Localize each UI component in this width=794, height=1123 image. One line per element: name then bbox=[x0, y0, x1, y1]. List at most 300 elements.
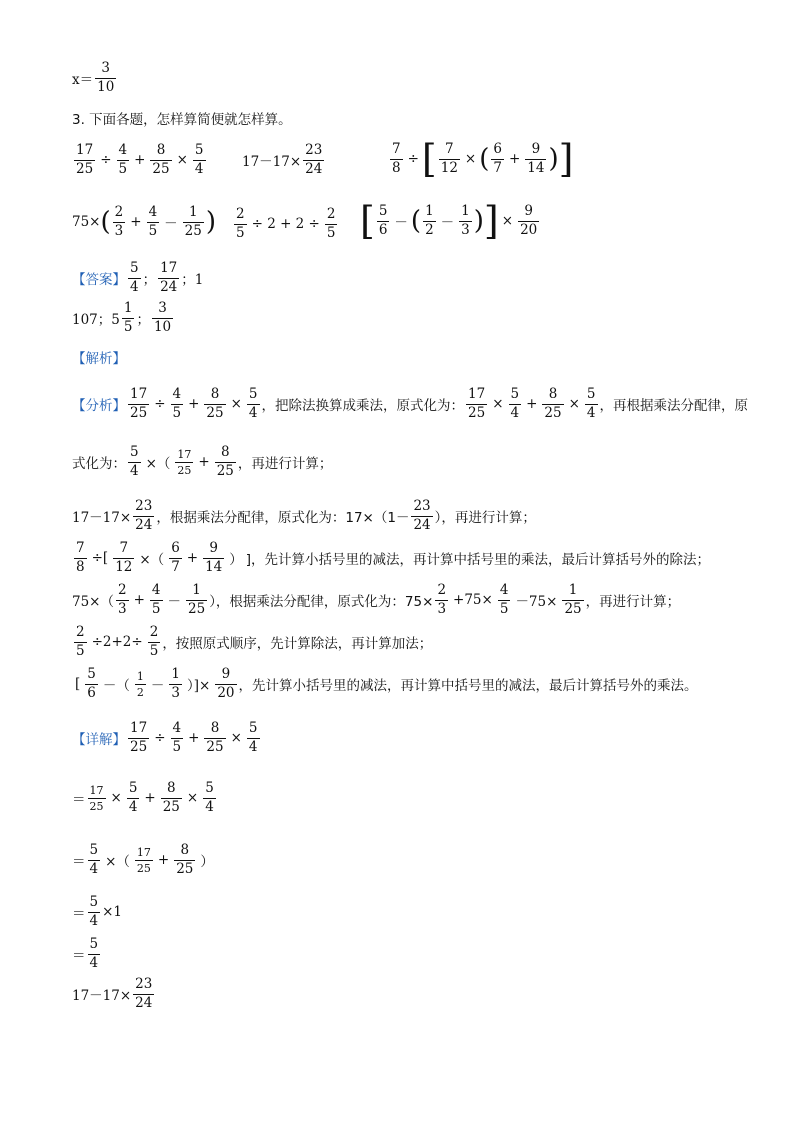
numerator: 23 bbox=[413, 498, 431, 514]
denominator: 7 bbox=[493, 159, 502, 176]
right-paren: ) bbox=[548, 144, 559, 174]
denominator: 4 bbox=[586, 404, 596, 421]
numerator: 5 bbox=[89, 894, 99, 910]
operator: ÷ bbox=[100, 152, 112, 168]
right-paren: ) bbox=[473, 206, 484, 236]
denominator: 25 bbox=[206, 738, 224, 755]
denominator: 3 bbox=[118, 600, 127, 617]
numerator: 17 bbox=[160, 260, 178, 276]
question-text: 3. 下面各题，怎样算简便就怎样算。 bbox=[72, 112, 292, 128]
denominator: 6 bbox=[87, 684, 96, 701]
fraction bbox=[128, 446, 141, 478]
operator: ）]× bbox=[186, 678, 211, 694]
denominator: 4 bbox=[248, 404, 258, 421]
fraction bbox=[88, 938, 101, 970]
denominator: 4 bbox=[89, 860, 99, 877]
fraction bbox=[203, 782, 216, 814]
numerator: 1 bbox=[123, 300, 133, 316]
problem-4 bbox=[72, 206, 216, 238]
fraction bbox=[169, 542, 182, 574]
fraction bbox=[204, 388, 225, 420]
equals: ＝ bbox=[72, 792, 86, 808]
numerator: 5 bbox=[194, 142, 204, 158]
denominator: 24 bbox=[135, 994, 153, 1011]
denominator: 20 bbox=[520, 221, 538, 238]
denominator: 5 bbox=[149, 642, 159, 659]
right-paren: ) bbox=[205, 207, 216, 237]
denominator: 4 bbox=[194, 160, 204, 177]
numerator: 6 bbox=[171, 540, 180, 556]
numerator: 8 bbox=[167, 780, 176, 796]
denominator: 4 bbox=[248, 738, 258, 755]
denominator: 5 bbox=[151, 600, 161, 617]
expression-prefix: 17－17× bbox=[242, 154, 302, 170]
answer-label: 【答案】 bbox=[72, 272, 126, 288]
detail-line-5 bbox=[72, 938, 102, 970]
numerator: 7 bbox=[76, 540, 85, 556]
fraction bbox=[491, 143, 504, 175]
question-title bbox=[72, 108, 292, 128]
fraction bbox=[509, 388, 522, 420]
denominator: 25 bbox=[136, 861, 151, 875]
separator: ；1 bbox=[181, 272, 204, 288]
problem-1 bbox=[72, 144, 208, 176]
left-paren: ( bbox=[100, 207, 111, 237]
denominator: 2 bbox=[136, 685, 144, 699]
fraction bbox=[169, 668, 182, 700]
x-lhs: x＝ bbox=[72, 72, 94, 88]
numerator: 3 bbox=[158, 300, 167, 316]
denominator: 5 bbox=[148, 222, 158, 239]
denominator: 25 bbox=[130, 738, 148, 755]
fraction bbox=[74, 144, 95, 176]
fenxi-line-5 bbox=[72, 584, 680, 616]
fraction bbox=[303, 144, 324, 176]
numerator: 4 bbox=[499, 582, 509, 598]
operator: － bbox=[167, 594, 181, 610]
expression-prefix: 17－17× bbox=[72, 988, 132, 1004]
fraction bbox=[174, 844, 195, 876]
denominator: 8 bbox=[76, 558, 85, 575]
denominator: 25 bbox=[564, 600, 582, 617]
expression-prefix: 75×（ bbox=[72, 594, 114, 610]
operator: ÷[ bbox=[91, 550, 109, 566]
numerator: 8 bbox=[210, 386, 220, 402]
numerator: 7 bbox=[119, 540, 129, 556]
problem-6 bbox=[360, 199, 541, 243]
denominator: 25 bbox=[188, 600, 206, 617]
denominator: 4 bbox=[205, 798, 214, 815]
expression-prefix: 17－17× bbox=[72, 510, 132, 526]
denominator: 3 bbox=[461, 221, 470, 238]
numerator: 9 bbox=[221, 666, 231, 682]
numerator: 5 bbox=[586, 386, 596, 402]
denominator: 25 bbox=[152, 160, 170, 177]
denominator: 6 bbox=[378, 221, 388, 238]
fraction bbox=[171, 388, 184, 420]
denominator: 5 bbox=[123, 318, 133, 335]
operator: －75× bbox=[515, 594, 558, 610]
numerator: 17 bbox=[136, 845, 151, 859]
fenxi-line-3 bbox=[72, 500, 536, 532]
denominator: 2 bbox=[425, 221, 434, 238]
fraction bbox=[466, 388, 487, 420]
answer-line-1 bbox=[72, 262, 203, 294]
fraction bbox=[74, 626, 87, 658]
left-bracket: [ bbox=[421, 137, 437, 181]
operator: ） bbox=[229, 552, 243, 568]
operator: ） bbox=[200, 854, 214, 870]
numerator: 6 bbox=[493, 141, 502, 157]
fenxi-text: ），再进行计算； bbox=[434, 510, 536, 526]
numerator: 8 bbox=[180, 842, 190, 858]
operator: × bbox=[464, 151, 477, 167]
operator: － bbox=[164, 216, 178, 232]
operator: + bbox=[526, 396, 538, 412]
operator: +75× bbox=[453, 592, 493, 608]
numerator: 2 bbox=[326, 206, 336, 222]
denominator: 14 bbox=[205, 558, 223, 575]
operator: × bbox=[501, 213, 514, 229]
fraction bbox=[147, 206, 160, 238]
denominator: 7 bbox=[171, 558, 180, 575]
numerator: 17 bbox=[468, 386, 486, 402]
problem-5 bbox=[232, 208, 339, 240]
operator: × bbox=[110, 790, 122, 806]
denominator: 4 bbox=[89, 912, 99, 929]
right-bracket: ] bbox=[558, 137, 574, 181]
detail-line-4 bbox=[72, 896, 122, 928]
operator: [ bbox=[75, 676, 81, 692]
answer-prefix: 107；5 bbox=[72, 312, 120, 328]
fenxi-text: ，再根据乘法分配律，原 bbox=[599, 398, 748, 414]
fenxi-text: ]，先计算小括号里的减法，再计算中括号里的乘法，最后计算括号外的除法； bbox=[245, 552, 711, 568]
expression-middle: ÷ 2 + 2 ÷ bbox=[251, 216, 320, 232]
denominator: 5 bbox=[76, 642, 85, 659]
detail-line-6 bbox=[72, 978, 156, 1010]
denominator: 8 bbox=[392, 159, 401, 176]
operator: ÷ bbox=[154, 396, 166, 412]
numerator: 1 bbox=[188, 204, 198, 220]
numerator: 5 bbox=[89, 842, 99, 858]
fenxi-line-7 bbox=[72, 668, 698, 700]
fenxi-text: ，再进行计算； bbox=[585, 594, 681, 610]
fenxi-label: 【分析】 bbox=[72, 398, 126, 414]
numerator: 8 bbox=[221, 444, 230, 460]
numerator: 17 bbox=[130, 720, 148, 736]
fraction bbox=[88, 844, 101, 876]
fraction bbox=[377, 205, 390, 237]
numerator: 1 bbox=[192, 582, 201, 598]
denominator: 3 bbox=[171, 684, 180, 701]
operator: + bbox=[134, 152, 146, 168]
fenxi-line-6 bbox=[72, 626, 432, 658]
denominator: 25 bbox=[177, 463, 192, 477]
denominator: 24 bbox=[135, 516, 153, 533]
numerator: 4 bbox=[151, 582, 161, 598]
numerator: 5 bbox=[130, 260, 139, 276]
fraction bbox=[117, 144, 130, 176]
denominator: 12 bbox=[115, 558, 133, 575]
denominator: 14 bbox=[527, 159, 545, 176]
operator: ×（ bbox=[105, 854, 130, 870]
numerator: 5 bbox=[248, 386, 258, 402]
problem-2 bbox=[242, 144, 326, 176]
operator: － bbox=[440, 215, 455, 231]
denominator: 25 bbox=[206, 404, 224, 421]
fraction bbox=[459, 205, 472, 237]
fraction bbox=[133, 500, 154, 532]
equals: ＝ bbox=[72, 854, 86, 870]
fraction bbox=[186, 584, 207, 616]
numerator: 5 bbox=[130, 444, 139, 460]
fenxi-text: ，先计算小括号里的减法，再计算中括号里的减法，最后计算括号外的乘法。 bbox=[238, 678, 698, 694]
numerator: 5 bbox=[87, 666, 96, 682]
denominator: 4 bbox=[128, 798, 138, 815]
fraction bbox=[411, 500, 432, 532]
fraction bbox=[128, 722, 149, 754]
denominator: 25 bbox=[162, 798, 180, 815]
answer-line-2 bbox=[72, 302, 175, 334]
numerator: 23 bbox=[135, 498, 153, 514]
denominator: 10 bbox=[97, 78, 115, 95]
numerator: 5 bbox=[89, 936, 99, 952]
operator: ÷ bbox=[407, 151, 419, 167]
numerator: 4 bbox=[172, 386, 182, 402]
equals: ＝ bbox=[72, 906, 86, 922]
denominator: 25 bbox=[544, 404, 562, 421]
numerator: 3 bbox=[101, 60, 111, 76]
fraction bbox=[518, 205, 539, 237]
fraction bbox=[183, 206, 204, 238]
fraction bbox=[435, 584, 448, 616]
denominator: 5 bbox=[326, 224, 336, 241]
operator: + bbox=[188, 396, 200, 412]
fraction bbox=[113, 542, 134, 574]
denominator: 5 bbox=[118, 160, 128, 177]
denominator: 24 bbox=[160, 278, 178, 295]
operator: + bbox=[508, 151, 521, 167]
operator: + bbox=[157, 852, 170, 868]
expression-prefix: 75× bbox=[72, 214, 101, 230]
numerator: 9 bbox=[209, 540, 218, 556]
operator: × bbox=[230, 730, 242, 746]
operator: × bbox=[186, 790, 199, 806]
numerator: 23 bbox=[135, 976, 153, 992]
fenxi-line-1 bbox=[72, 388, 748, 420]
detail-line-3 bbox=[72, 844, 217, 876]
numerator: 9 bbox=[524, 203, 533, 219]
numerator: 7 bbox=[445, 141, 454, 157]
fenxi-line-4 bbox=[72, 542, 710, 574]
fenxi-line-2 bbox=[72, 446, 332, 478]
fraction bbox=[116, 584, 129, 616]
fraction bbox=[542, 388, 563, 420]
fenxi-text: ，把除法换算成乘法，原式化为： bbox=[261, 398, 464, 414]
numerator: 1 bbox=[136, 669, 144, 683]
operator: ×（ bbox=[145, 456, 171, 472]
denominator: 25 bbox=[76, 160, 94, 177]
operator: + bbox=[186, 550, 199, 566]
equals: ＝ bbox=[72, 948, 86, 964]
denominator: 20 bbox=[217, 684, 235, 701]
denominator: 25 bbox=[468, 404, 486, 421]
denominator: 5 bbox=[236, 224, 245, 241]
numerator: 2 bbox=[236, 206, 245, 222]
operator: + bbox=[130, 214, 142, 230]
fenxi-text: ，根据乘法分配律，原式化为：17×（1－ bbox=[156, 510, 410, 526]
numerator: 2 bbox=[118, 582, 127, 598]
separator: ； bbox=[142, 272, 157, 288]
operator: × bbox=[568, 396, 580, 412]
fenxi-text: 式化为： bbox=[72, 456, 126, 472]
numerator: 17 bbox=[177, 447, 192, 461]
fraction bbox=[193, 144, 206, 176]
denominator: 4 bbox=[130, 462, 139, 479]
numerator: 1 bbox=[461, 203, 470, 219]
numerator: 1 bbox=[425, 203, 434, 219]
denominator: 3 bbox=[437, 600, 447, 617]
left-bracket: [ bbox=[360, 199, 375, 243]
denominator: 25 bbox=[216, 462, 234, 479]
problem-3 bbox=[388, 137, 574, 181]
times-one: ×1 bbox=[102, 904, 122, 920]
numerator: 8 bbox=[548, 386, 558, 402]
fraction bbox=[203, 542, 224, 574]
numerator: 17 bbox=[130, 386, 148, 402]
fraction bbox=[215, 668, 236, 700]
numerator: 2 bbox=[114, 204, 124, 220]
fraction bbox=[135, 847, 153, 874]
fraction bbox=[161, 782, 182, 814]
numerator: 4 bbox=[148, 204, 158, 220]
operator: × bbox=[492, 396, 504, 412]
fraction bbox=[525, 143, 546, 175]
fraction bbox=[95, 62, 116, 94]
denominator: 5 bbox=[499, 600, 509, 617]
detail-label: 【详解】 bbox=[72, 732, 126, 748]
x-result bbox=[72, 62, 118, 94]
numerator: 1 bbox=[171, 666, 180, 682]
numerator: 1 bbox=[568, 582, 578, 598]
fraction bbox=[128, 262, 141, 294]
fraction bbox=[390, 143, 403, 175]
left-paren: ( bbox=[410, 206, 422, 236]
denominator: 25 bbox=[89, 799, 104, 813]
denominator: 4 bbox=[89, 954, 99, 971]
fraction bbox=[498, 584, 511, 616]
fraction bbox=[423, 205, 436, 237]
numerator: 5 bbox=[205, 780, 214, 796]
denominator: 24 bbox=[305, 160, 323, 177]
denominator: 4 bbox=[510, 404, 520, 421]
numerator: 5 bbox=[248, 720, 258, 736]
operator: + bbox=[198, 454, 210, 470]
numerator: 4 bbox=[172, 720, 182, 736]
analysis-label bbox=[72, 347, 126, 367]
fraction bbox=[171, 722, 184, 754]
denominator: 12 bbox=[440, 159, 458, 176]
fraction bbox=[127, 782, 140, 814]
operator: ×（ bbox=[139, 552, 165, 568]
denominator: 3 bbox=[114, 222, 124, 239]
fraction bbox=[122, 302, 135, 334]
fraction bbox=[215, 446, 236, 478]
fraction bbox=[204, 722, 225, 754]
fenxi-text: ），根据乘法分配律，原式化为：75× bbox=[209, 594, 434, 610]
fraction bbox=[150, 144, 171, 176]
separator: ； bbox=[136, 312, 150, 328]
fraction bbox=[88, 785, 106, 812]
numerator: 23 bbox=[305, 142, 323, 158]
right-bracket: ] bbox=[483, 199, 499, 243]
numerator: 5 bbox=[378, 203, 388, 219]
fraction bbox=[135, 671, 146, 698]
fraction bbox=[88, 896, 101, 928]
operator: ÷ bbox=[154, 730, 166, 746]
fraction bbox=[175, 449, 193, 476]
numerator: 17 bbox=[76, 142, 94, 158]
fraction bbox=[152, 302, 173, 334]
numerator: 5 bbox=[510, 386, 520, 402]
fraction bbox=[585, 388, 598, 420]
denominator: 5 bbox=[172, 404, 182, 421]
denominator: 25 bbox=[130, 404, 148, 421]
numerator: 2 bbox=[437, 582, 447, 598]
operator: － bbox=[394, 215, 408, 231]
operator: + bbox=[144, 790, 156, 806]
fraction bbox=[562, 584, 583, 616]
numerator: 4 bbox=[118, 142, 128, 158]
operator: × bbox=[176, 152, 188, 168]
numerator: 9 bbox=[531, 141, 541, 157]
operator: ÷2+2÷ bbox=[91, 634, 143, 650]
numerator: 8 bbox=[210, 720, 220, 736]
denominator: 25 bbox=[176, 860, 194, 877]
operator: － bbox=[150, 678, 165, 694]
operator: －（ bbox=[102, 678, 130, 694]
fenxi-text: ，按照原式顺序，先计算除法，再计算加法； bbox=[162, 636, 433, 652]
numerator: 2 bbox=[149, 624, 159, 640]
numerator: 17 bbox=[89, 783, 104, 797]
detail-line-2 bbox=[72, 782, 218, 814]
fraction bbox=[133, 978, 154, 1010]
fraction bbox=[234, 208, 247, 240]
numerator: 8 bbox=[156, 142, 166, 158]
denominator: 10 bbox=[153, 318, 172, 335]
fraction bbox=[439, 143, 460, 175]
fraction bbox=[247, 722, 260, 754]
fraction bbox=[148, 626, 161, 658]
numerator: 5 bbox=[128, 780, 138, 796]
operator: + bbox=[133, 592, 145, 608]
denominator: 25 bbox=[184, 222, 202, 239]
fenxi-text: ，再进行计算； bbox=[237, 456, 333, 472]
fraction bbox=[128, 388, 149, 420]
fraction bbox=[150, 584, 163, 616]
operator: × bbox=[230, 396, 242, 412]
fraction bbox=[74, 542, 87, 574]
fraction bbox=[325, 208, 338, 240]
left-paren: ( bbox=[479, 144, 490, 174]
denominator: 4 bbox=[130, 278, 139, 295]
fraction bbox=[85, 668, 98, 700]
denominator: 24 bbox=[413, 516, 431, 533]
denominator: 5 bbox=[172, 738, 182, 755]
fraction bbox=[247, 388, 260, 420]
detail-line-1 bbox=[72, 722, 262, 754]
fraction bbox=[158, 262, 179, 294]
